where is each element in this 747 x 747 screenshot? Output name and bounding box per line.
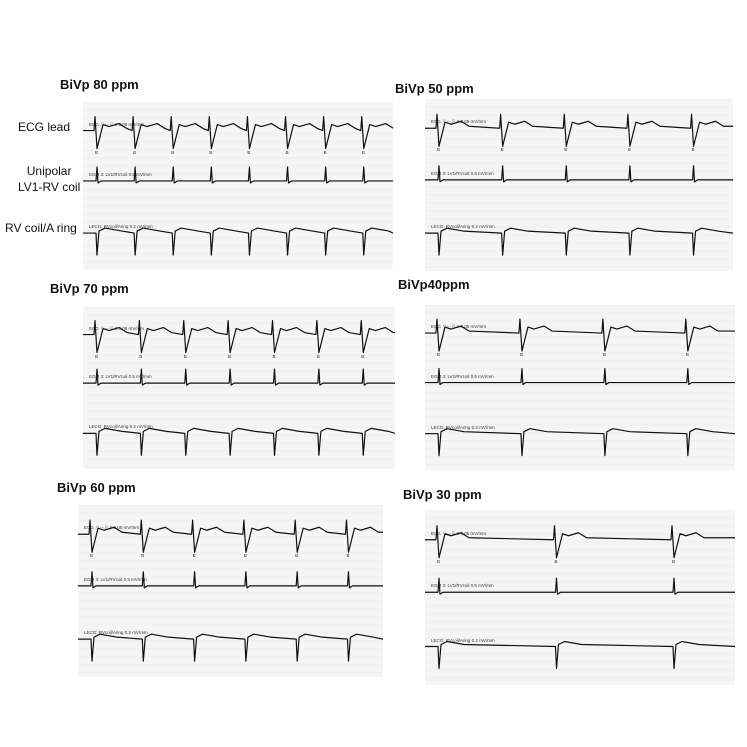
pace-marker: B	[685, 352, 689, 358]
channel-label: ECG リード II 0.05 mV/mm	[431, 119, 487, 125]
lecg-trace	[425, 642, 735, 669]
pace-marker: B	[243, 553, 247, 559]
ecg-strip-60ppm	[78, 505, 383, 677]
channel-label: EGM 3: LV1/RVcoil 0.5 mV/mm	[431, 373, 494, 379]
channel-label: EGM 3: LV1/RVcoil 0.5 mV/mm	[84, 576, 147, 582]
pace-marker: B	[285, 149, 289, 155]
pace-marker: B	[361, 353, 365, 359]
panel-title-50ppm: BiVp 50 ppm	[395, 81, 474, 96]
pace-marker: B	[228, 353, 232, 359]
pace-marker: B	[171, 149, 175, 155]
pace-marker: B	[295, 553, 299, 559]
pace-marker: B	[437, 558, 441, 564]
pace-marker: B	[346, 553, 350, 559]
channel-label: ECG リード II 0.05 mV/mm	[431, 324, 487, 330]
channel-label: ECG リード II 0.05 mV/mm	[431, 530, 487, 536]
channel-label: ECG リード II 0.05 mV/mm	[89, 325, 145, 331]
pace-marker: B	[323, 149, 327, 155]
pace-marker: B	[209, 149, 213, 155]
ecg-strip-80ppm	[83, 102, 393, 270]
row-label-ecg: ECG lead	[18, 120, 71, 134]
pace-marker: B	[564, 147, 568, 153]
channel-label: LECG: RVcoil/Aring 0.2 mV/mm	[431, 424, 495, 430]
pace-marker: B	[272, 353, 276, 359]
panel-title-30ppm: BiVp 30 ppm	[403, 487, 482, 502]
ecg-strip-40ppm	[425, 305, 735, 470]
channel-label: ECG リード II 0.05 mV/mm	[84, 525, 140, 531]
panel-title-80ppm: BiVp 80 ppm	[60, 77, 139, 92]
panel-title-60ppm: BiVp 60 ppm	[57, 480, 136, 495]
pace-marker: B	[437, 147, 441, 153]
channel-label: LECG: RVcoil/Aring 0.2 mV/mm	[89, 424, 153, 430]
pace-marker: B	[133, 149, 137, 155]
channel-label: LECG: RVcoil/Aring 0.2 mV/mm	[431, 637, 495, 643]
channel-label: EGM 3: LV1/RVcoil 0.5 mV/mm	[89, 171, 152, 177]
channel-label: LECG: RVcoil/Aring 0.2 mV/mm	[431, 224, 495, 230]
channel-label: LECG: RVcoil/Aring 0.2 mV/mm	[89, 224, 153, 230]
pace-marker: B	[316, 353, 320, 359]
channel-label: EGM 3: LV1/RVcoil 0.5 mV/mm	[89, 374, 152, 380]
row-label-rv: RV coil/A ring	[5, 221, 77, 235]
ecg-strip-30ppm	[425, 510, 735, 685]
pace-marker: B	[139, 353, 143, 359]
ecg-strip-50ppm	[425, 99, 733, 271]
pace-marker: B	[627, 147, 631, 153]
channel-label: ECG リード II 0.05 mV/mm	[89, 121, 145, 127]
ecg-strip-70ppm	[83, 307, 395, 469]
pace-marker: B	[437, 352, 441, 358]
pace-marker: B	[519, 352, 523, 358]
panel-title-40ppm: BiVp40ppm	[398, 277, 470, 292]
pace-marker: B	[183, 353, 187, 359]
pace-marker: B	[95, 353, 99, 359]
lecg-trace	[83, 428, 395, 455]
pace-marker: B	[672, 558, 676, 564]
lecg-trace	[83, 228, 393, 255]
channel-label: EGM 3: LV1/RVcoil 0.5 mV/mm	[431, 170, 494, 176]
pace-marker: B	[247, 149, 251, 155]
channel-label: LECG: RVcoil/Aring 0.2 mV/mm	[84, 630, 148, 636]
pace-marker: B	[691, 147, 695, 153]
pace-marker: B	[554, 558, 558, 564]
pace-marker: B	[602, 352, 606, 358]
pace-marker: B	[141, 553, 145, 559]
pace-marker: B	[361, 149, 365, 155]
pace-marker: B	[95, 149, 99, 155]
pace-marker: B	[192, 553, 196, 559]
pace-marker: B	[90, 553, 94, 559]
row-label-unipolar: Unipolar LV1-RV coil	[18, 164, 81, 194]
channel-label: EGM 3: LV1/RVcoil 0.5 mV/mm	[431, 583, 494, 589]
pace-marker: B	[500, 147, 504, 153]
panel-title-70ppm: BiVp 70 ppm	[50, 281, 129, 296]
